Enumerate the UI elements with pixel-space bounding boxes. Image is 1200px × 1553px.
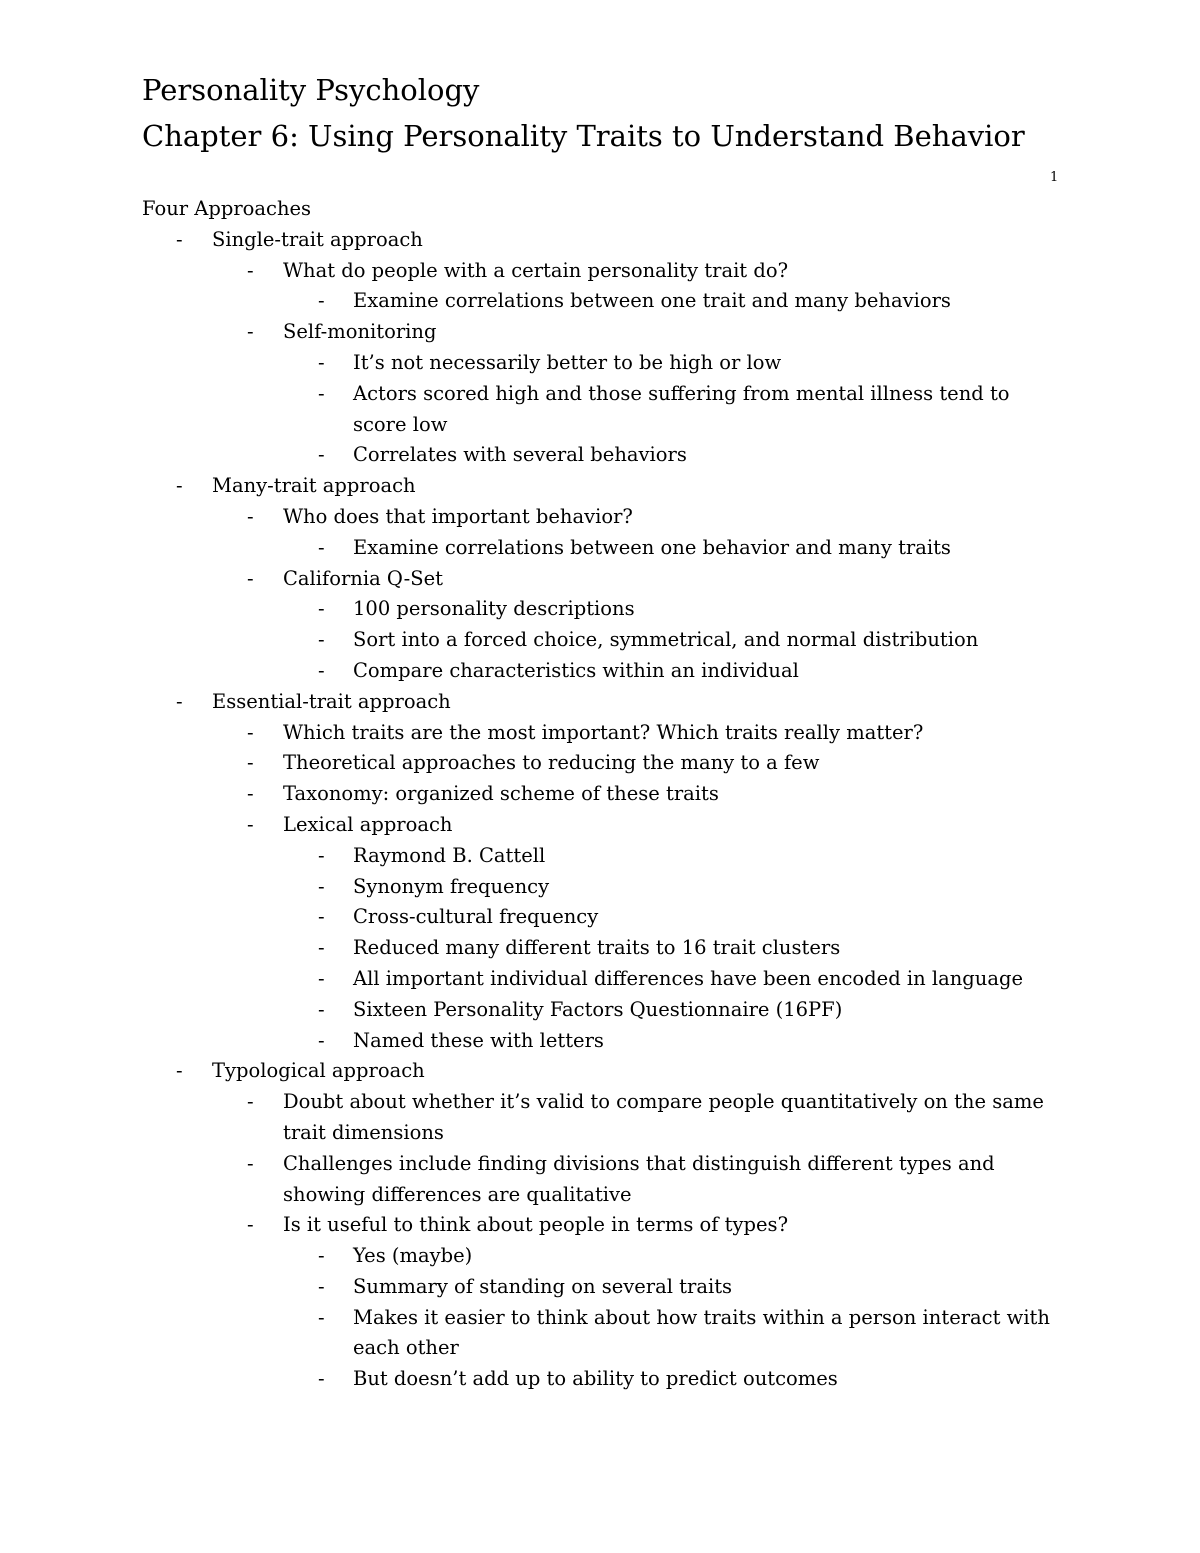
outline-item-level-3 [142,902,1062,933]
outline-item-level-2 [142,1210,1062,1241]
bullet-dash: - [318,597,325,621]
outline-item-text: Yes (maybe) [353,1244,473,1268]
outline-item-text: Lexical approach [283,812,453,836]
bullet-dash: - [318,1274,325,1298]
outline-list [142,225,1062,1395]
outline-item-text: Makes it easier to think about how traits within a person interact with each other [353,1305,1050,1360]
outline-item-level-2 [142,748,1062,779]
bullet-dash: - [318,1305,325,1329]
outline-item-text: Examine correlations between one behavior and many traits [353,535,951,559]
bullet-dash: - [318,628,325,652]
outline-item-level-3 [142,440,1062,471]
outline-item-level-2 [142,1087,1062,1149]
outline-item-level-3 [142,933,1062,964]
outline-item-level-3 [142,656,1062,687]
outline-item-text: Compare characteristics within an individual [353,658,799,682]
page-number: 1 [1050,170,1059,185]
outline-item-level-2 [142,1149,1062,1211]
outline-item-level-3 [142,625,1062,656]
bullet-dash: - [318,443,325,467]
outline-item-text: Essential-trait approach [212,689,451,713]
bullet-dash: - [247,1090,254,1114]
bullet-dash: - [176,1059,183,1083]
bullet-dash: - [318,1244,325,1268]
bullet-dash: - [247,258,254,282]
bullet-dash: - [247,566,254,590]
bullet-dash: - [247,504,254,528]
bullet-dash: - [176,689,183,713]
outline-item-text: Correlates with several behaviors [353,443,687,467]
outline-item-text: Many-trait approach [212,474,416,498]
document-title: Personality Psychology [142,73,480,107]
outline-item-text: But doesn’t add up to ability to predict outcomes [353,1367,838,1391]
bullet-dash: - [247,320,254,344]
outline-item-level-1 [142,471,1062,502]
outline-item-text: Summary of standing on several traits [353,1274,733,1298]
outline-item-level-2 [142,564,1062,595]
bullet-dash: - [176,474,183,498]
bullet-dash: - [247,812,254,836]
outline-item-text: Who does that important behavior? [283,504,633,528]
bullet-dash: - [318,658,325,682]
bullet-dash: - [318,1028,325,1052]
outline-item-level-2 [142,256,1062,287]
bullet-dash: - [247,720,254,744]
outline-item-level-3 [142,995,1062,1026]
outline-item-text: California Q-Set [283,566,443,590]
outline-item-text: All important individual differences have been encoded in language [353,966,1023,990]
outline-item-text: Which traits are the most important? Which traits really matter? [283,720,924,744]
bullet-dash: - [318,843,325,867]
bullet-dash: - [247,1151,254,1175]
outline-item-text: It’s not necessarily better to be high or low [353,350,782,374]
outline-item-level-3 [142,533,1062,564]
bullet-dash: - [318,936,325,960]
outline-item-text: What do people with a certain personality trait do? [283,258,789,282]
outline-item-text: Doubt about whether it’s valid to compare people quantitatively on the same trait dimensions [283,1090,1044,1144]
bullet-dash: - [318,289,325,313]
bullet-dash: - [247,782,254,806]
outline-item-text: Named these with letters [353,1028,604,1052]
outline-item-text: Challenges include finding divisions that distinguish different types and showing differences are qualitative [283,1151,995,1206]
outline-item-level-3 [142,1026,1062,1057]
bullet-dash: - [318,905,325,929]
outline-item-text: Synonym frequency [353,874,550,898]
outline-item-level-3 [142,1364,1062,1395]
outline-item-level-3 [142,1241,1062,1272]
outline-item-level-3 [142,348,1062,379]
outline-item-level-3 [142,964,1062,995]
bullet-dash: - [318,874,325,898]
notes-outline [142,194,1062,1395]
bullet-dash: - [318,381,325,405]
outline-item-text: Single-trait approach [212,227,423,251]
outline-item-text: Raymond B. Cattell [353,843,546,867]
bullet-dash: - [318,350,325,374]
bullet-dash: - [176,227,183,251]
outline-item-text: Sort into a forced choice, symmetrical, and normal distribution [353,628,979,652]
outline-item-text: Cross-cultural frequency [353,905,599,929]
bullet-dash: - [318,535,325,559]
outline-item-level-3 [142,594,1062,625]
outline-item-level-1 [142,1056,1062,1087]
outline-item-level-1 [142,225,1062,256]
outline-item-text: 100 personality descriptions [353,597,635,621]
outline-item-level-1 [142,687,1062,718]
outline-item-text: Actors scored high and those suffering from mental illness tend to score low [353,381,1010,436]
bullet-dash: - [247,751,254,775]
outline-item-level-3 [142,841,1062,872]
outline-item-level-2 [142,317,1062,348]
outline-item-text: Taxonomy: organized scheme of these traits [283,782,719,806]
section-heading: Four Approaches [142,197,312,220]
outline-item-text: Reduced many different traits to 16 trait clusters [353,936,841,960]
outline-item-text: Self-monitoring [283,320,437,344]
bullet-dash: - [318,997,325,1021]
outline-item-text: Sixteen Personality Factors Questionnaire (16PF) [353,997,843,1021]
outline-item-level-3 [142,379,1062,441]
bullet-dash: - [247,1213,254,1237]
outline-item-text: Examine correlations between one trait and many behaviors [353,289,951,313]
outline-item-level-3 [142,1272,1062,1303]
chapter-title: Chapter 6: Using Personality Traits to Understand Behavior [142,119,1025,153]
outline-item-level-3 [142,1303,1062,1365]
outline-item-level-2 [142,718,1062,749]
outline-item-text: Typological approach [212,1059,425,1083]
outline-item-level-2 [142,810,1062,841]
outline-item-level-2 [142,502,1062,533]
bullet-dash: - [318,966,325,990]
outline-item-text: Theoretical approaches to reducing the many to a few [283,751,820,775]
outline-item-level-3 [142,286,1062,317]
bullet-dash: - [318,1367,325,1391]
outline-item-text: Is it useful to think about people in terms of types? [283,1213,789,1237]
outline-item-level-3 [142,872,1062,903]
outline-item-level-2 [142,779,1062,810]
